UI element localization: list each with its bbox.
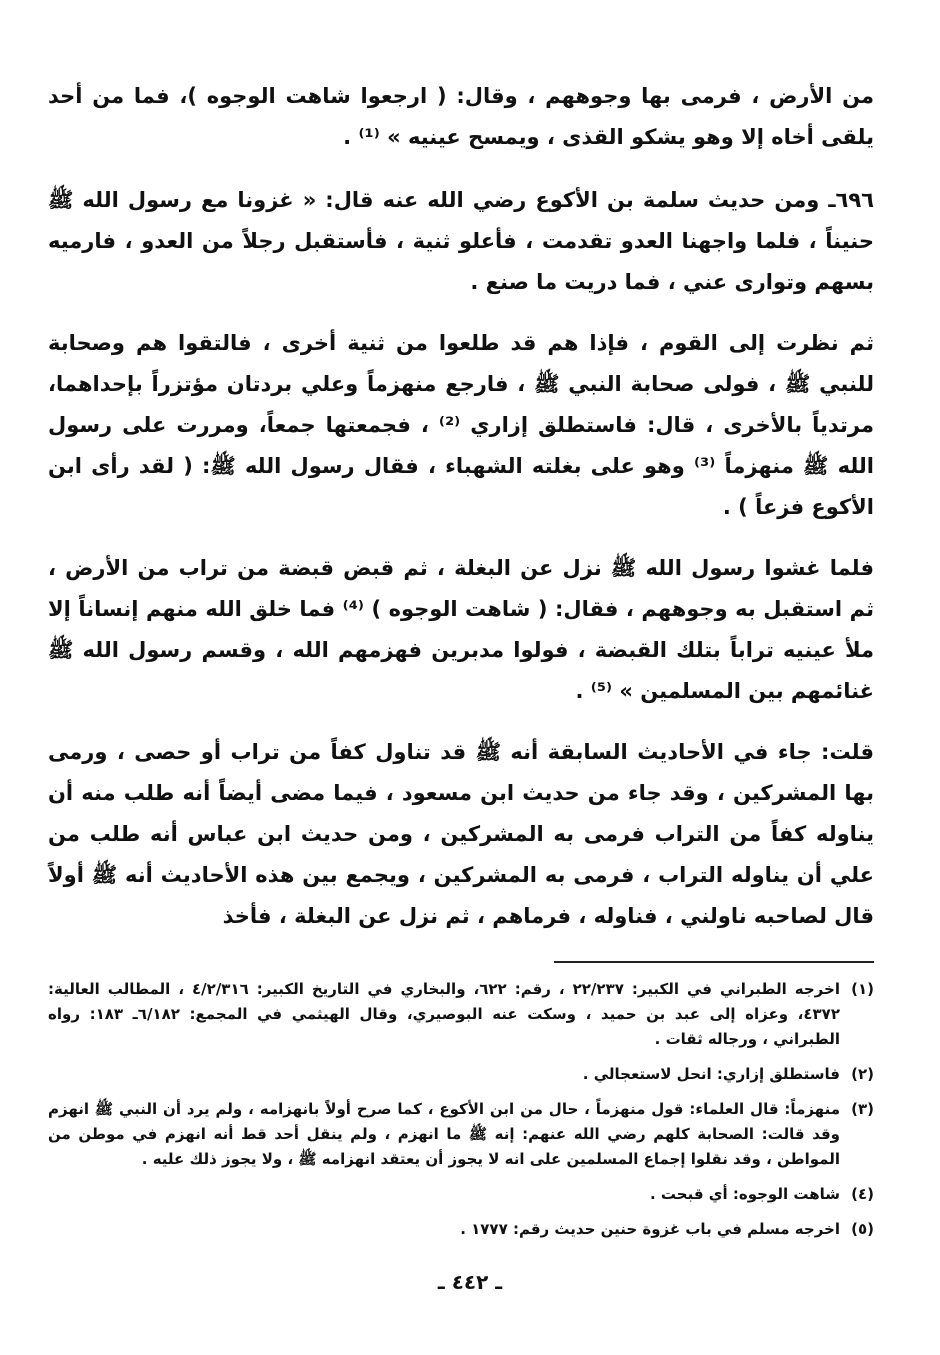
footnote-item	[48, 977, 874, 1052]
paragraph-3: ثم نظرت إلى القوم ، فإذا هم قد طلعوا من ثنية أخرى ، فالتقوا هم وصحابة للنبي ﷺ ، فولى صحابة النبي ﷺ ، فارجع منهزماً وعلي بردتان مؤتزراً بإحداهما، مرتدياً بالأخرى ، قال: فاستطلق إزاري ⁽²⁾ ، فجمعتها جمعاً، ومررت على رسول الله ﷺ منهزماً ⁽³⁾ وهو على بغلته الشهباء ، فقال رسول الله ﷺ: ( لقد رأى ابن الأكوع فزعاً ) .	[48, 331, 874, 519]
footnote-separator-wrap	[48, 957, 874, 977]
footnote-item	[48, 1217, 874, 1242]
page-number: ـ ٤٤٢ ـ	[437, 1270, 503, 1294]
paragraph-4: فلما غشوا رسول الله ﷺ نزل عن البغلة ، ثم قبض قبضة من تراب من الأرض ، ثم استقبل به وجوههم ، فقال: ( شاهت الوجوه ) ⁽⁴⁾ فما خلق الله منهم إنساناً إلا ملأ عينيه تراباً بتلك القبضة ، فولوا مدبرين فهزمهم الله ، وقسم رسول الله ﷺ غنائمهم بين المسلمين » ⁽⁵⁾ .	[48, 556, 874, 703]
footnote-item	[48, 1182, 874, 1207]
footnote-number: (٣)	[851, 1100, 874, 1118]
paragraph-5: قلت: جاء في الأحاديث السابقة أنه ﷺ قد تناول كفاً من تراب أو حصى ، ورمى بها المشركين ، وقد جاء من حديث ابن مسعود ، فيما مضى أيضاً أنه طلب منه أن يناوله كفاً من التراب فرمى به المشركين ، ومن حديث ابن عباس أنه طلب من علي أن يناوله التراب ، فرمى به المشركين ، ويجمع بين هذه الأحاديث أنه ﷺ أولاً قال لصاحبه ناولني ، فناوله ، فرماهم ، ثم نزل عن البغلة ، فأخذ	[48, 740, 874, 928]
main-text	[48, 76, 874, 937]
footnote-number: (٢)	[851, 1065, 874, 1083]
footnote-text: شاهت الوجوه: أي قبحت .	[649, 1185, 840, 1203]
paragraph-1: من الأرض ، فرمى بها وجوههم ، وقال: ( ارجعوا شاهت الوجوه )، فما من أحد يلقى أخاه إلا وهو يشكو القذى ، ويمسح عينيه » ⁽¹⁾ .	[48, 84, 874, 149]
footnote-text: اخرجه الطبراني في الكبير: ٢٢/٢٣٧ ، رقم: ٦٢٢، والبخاري في التاريخ الكبير: ٤/٢/٣١٦ ، المطالب العالية: ٤٣٧٢، وعزاه إلى عبد بن حميد ، وسكت عنه البوصيري، وقال الهيثمي في المجمع: ٦/١٨٢ـ ١٨٣: رواه الطبراني ، ورجاله ثقات .	[48, 980, 840, 1048]
footnote-item	[48, 1097, 874, 1172]
footnote-text: منهزماً: قال العلماء: قول منهزماً ، حال من ابن الأكوع ، كما صرح أولاً بانهزامه ، ولم يرد أن النبي ﷺ انهزم وقد قالت: الصحابة كلهم رضي الله عنهم: إنه ﷺ ما انهزم ، ولم ينقل أحد قط أنه انهزم في موطن من المواطن ، وقد نقلوا إجماع المسلمين على انه لا يجوز أن يعتقد انهزامه ﷺ ، ولا يجوز ذلك عليه .	[48, 1100, 840, 1168]
footnote-separator	[554, 961, 874, 963]
paragraph-2: ٦٩٦ـ ومن حديث سلمة بن الأكوع رضي الله عنه قال: « غزونا مع رسول الله ﷺ حنيناً ، فلما واجهنا العدو تقدمت ، فأعلو ثنية ، فأستقبل رجلاً من العدو ، فارميه بسهم وتوارى عني ، فما دريت ما صنع .	[48, 188, 874, 294]
footnote-number: (١)	[851, 980, 874, 998]
footnote-item	[48, 1062, 874, 1087]
footnote-number: (٥)	[851, 1220, 874, 1238]
footnote-text: اخرجه مسلم في باب غزوة حنين حديث رقم: ١٧٧٧ .	[460, 1220, 840, 1238]
footnote-text: فاستطلق إزاري: انحل لاستعجالي .	[582, 1065, 840, 1083]
footnotes	[48, 977, 874, 1242]
footnote-number: (٤)	[851, 1185, 874, 1203]
